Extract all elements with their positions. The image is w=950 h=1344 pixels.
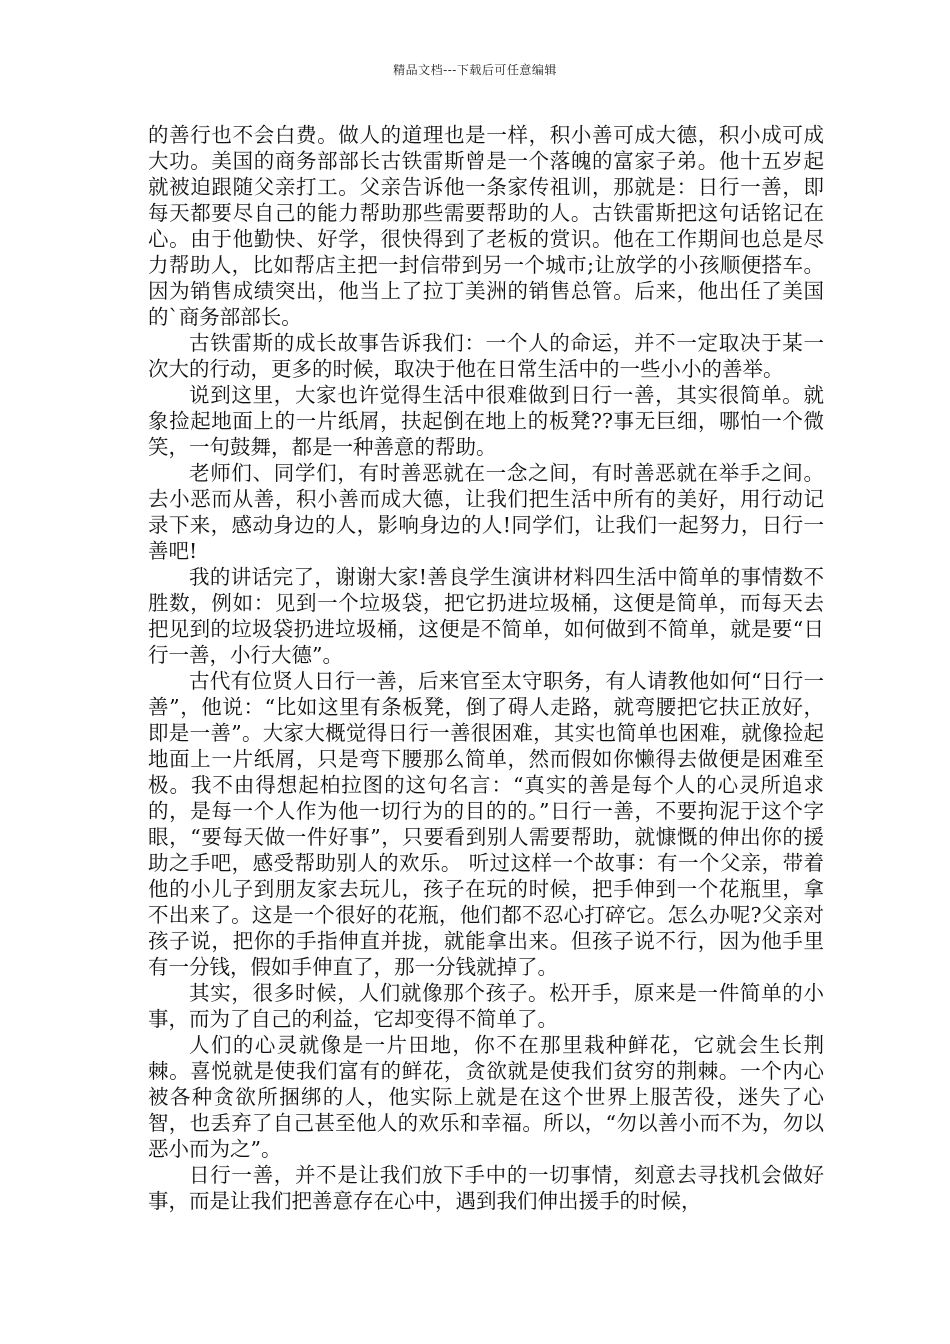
paragraph: 其实，很多时候，人们就像那个孩子。松开手，原来是一件简单的小事，而为了自己的利益，它却变得不简单了。 [148, 981, 824, 1031]
paragraph: 说到这里，大家也许觉得生活中很难做到日行一善，其实很简单。就象捡起地面上的一片纸屑，扶起倒在地上的板凳??事无巨细，哪怕一个微笑，一句鼓舞，都是一种善意的帮助。 [148, 383, 824, 459]
paragraph: 我的讲话完了，谢谢大家!善良学生演讲材料四生活中简单的事情数不胜数，例如：见到一个垃圾袋，把它扔进垃圾桶，这便是简单，而每天去把见到的垃圾袋扔进垃圾桶，这便是不简单，如何做到不简单，就是要“日行一善，小行大德”。 [148, 565, 824, 667]
paragraph: 人们的心灵就像是一片田地，你不在那里栽种鲜花，它就会生长荆棘。喜悦就是使我们富有的鲜花，贪欲就是使我们贫穷的荆棘。一个内心被各种贪欲所捆绑的人，他实际上就是在这个世界上服苦役，迷失了心智，也丢弃了自己甚至他人的欢乐和幸福。所以，“勿以善小而不为，勿以恶小而为之”。 [148, 1033, 824, 1161]
paragraph: 老师们、同学们，有时善恶就在一念之间，有时善恶就在举手之间。去小恶而从善，积小善而成大德，让我们把生活中所有的美好，用行动记录下来，感动身边的人，影响身边的人!同学们，让我们一起努力，日行一善吧! [148, 461, 824, 563]
paragraph: 日行一善，并不是让我们放下手中的一切事情，刻意去寻找机会做好事，而是让我们把善意存在心中，遇到我们伸出援手的时候， [148, 1163, 824, 1213]
document-body [148, 122, 824, 1214]
page-header: 精品文档---下载后可任意编辑 [393, 63, 557, 77]
paragraph: 古铁雷斯的成长故事告诉我们：一个人的命运，并不一定取决于某一次大的行动，更多的时候，取决于他在日常生活中的一些小小的善举。 [148, 331, 824, 381]
paragraph-continuation: 的善行也不会白费。做人的道理也是一样，积小善可成大德，积小成可成大功。美国的商务部部长古铁雷斯曾是一个落魄的富家子弟。他十五岁起就被迫跟随父亲打工。父亲告诉他一条家传祖训，那就是：日行一善，即每天都要尽自己的能力帮助那些需要帮助的人。古铁雷斯把这句话铭记在心。由于他勤快、好学，很快得到了老板的赏识。他在工作期间也总是尽力帮助人，比如帮店主把一封信带到另一个城市;让放学的小孩顺便搭车。因为销售成绩突出，他当上了拉丁美洲的销售总管。后来，他出任了美国的`商务部部长。 [148, 123, 824, 329]
paragraph: 古代有位贤人日行一善，后来官至太守职务，有人请教他如何“日行一善”，他说：“比如这里有条板凳，倒了碍人走路，就弯腰把它扶正放好，即是一善”。大家大概觉得日行一善很困难，其实也简单也困难，就像捡起地面上一片纸屑，只是弯下腰那么简单，然而假如你懒得去做便是困难至极。我不由得想起柏拉图的这句名言：“真实的善是每个人的心灵所追求的，是每一个人作为他一切行为的目的的。”日行一善，不要拘泥于这个字眼，“要每天做一件好事”，只要看到别人需要帮助，就慷慨的伸出你的援助之手吧，感受帮助别人的欢乐。 听过这样一个故事：有一个父亲，带着他的小儿子到朋友家去玩儿，孩子在玩的时候，把手伸到一个花瓶里，拿不出来了。这是一个很好的花瓶，他们都不忍心打碎它。怎么办呢?父亲对孩子说，把你的手指伸直并拢，就能拿出来。但孩子说不行，因为他手里有一分钱，假如手伸直了，那一分钱就掉了。 [148, 669, 824, 979]
